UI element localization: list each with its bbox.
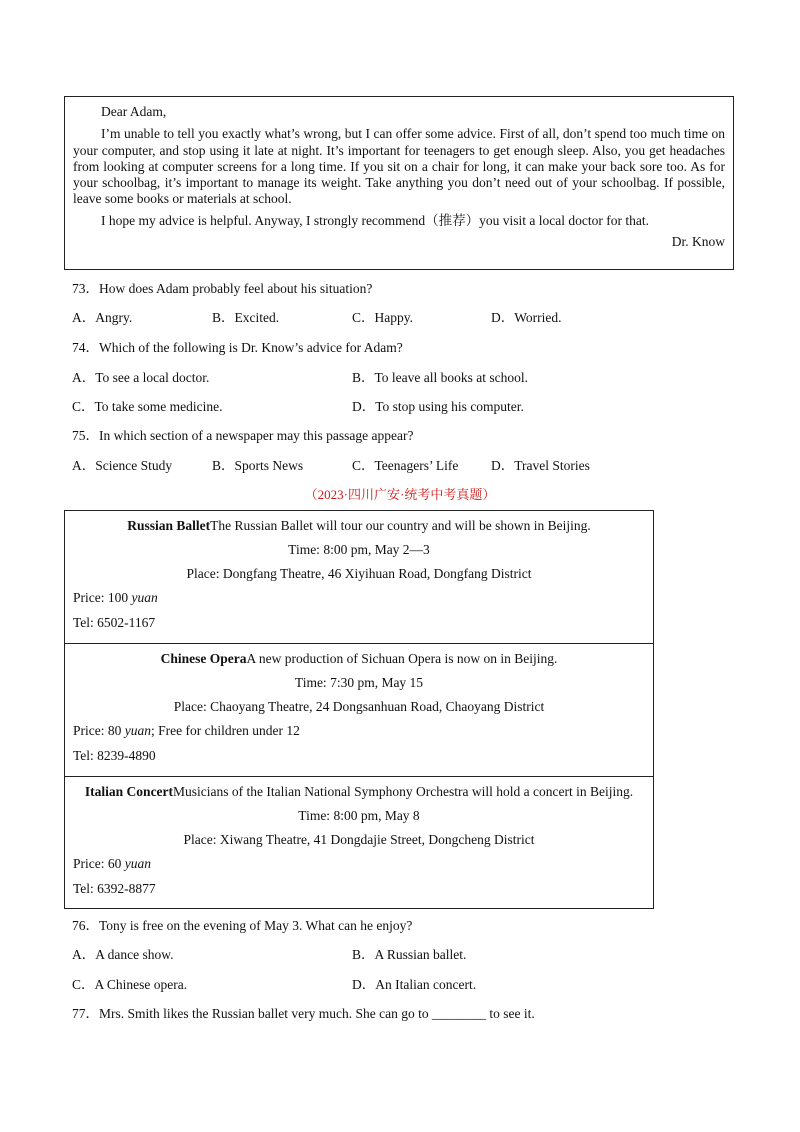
q73-option-b[interactable]: B．Excited.: [212, 310, 280, 325]
ad-time: Time: 7:30 pm, May 15: [294, 675, 424, 690]
q74-option-a[interactable]: A．To see a local doctor.: [72, 370, 210, 385]
question-77-stem: 77．Mrs. Smith likes the Russian ballet very much. She can go to ________ to see it.: [72, 1006, 535, 1021]
ad-italian-concert: [65, 776, 653, 907]
ad-headline: [65, 651, 653, 667]
q73-option-a[interactable]: A．Angry.: [72, 310, 133, 325]
ad-price: [73, 856, 151, 872]
ad-time: Time: 8:00 pm, May 8: [298, 808, 420, 823]
ad-description: The Russian Ballet will tour our country and will be shown in Beijing.: [210, 518, 591, 533]
q74-option-b[interactable]: B．To leave all books at school.: [352, 370, 529, 385]
question-73-stem: 73．How does Adam probably feel about his situation?: [72, 281, 373, 296]
q76-option-b[interactable]: B．A Russian ballet.: [352, 947, 467, 962]
ad-tel: Tel: 6392-8877: [73, 881, 156, 896]
letter-paragraph-1: I’m unable to tell you exactly what’s wrong, but I can offer some advice. First of all, don’t spend too much time on your computer, and stop using it late at night. It’s important for teenagers to get enough sleep. Also, you get headaches from looking at computer screens for a long time. If you sit on a chair for long, it can make your back sore too. As for your schoolbag, it’s important to manage its weight. Take anything you don’t need out of your schoolbag. If possible, leave some books or materials at school.: [73, 126, 725, 207]
question-76-stem: 76．Tony is free on the evening of May 3. What can he enjoy?: [72, 918, 413, 933]
q74-option-d[interactable]: D．To stop using his computer.: [352, 399, 524, 414]
q74-option-c[interactable]: C．To take some medicine.: [72, 399, 223, 414]
q76-option-d[interactable]: D．An Italian concert.: [352, 977, 477, 992]
ad-title: Chinese Opera: [160, 651, 247, 666]
exam-source-label: （2023·四川广安·统考中考真题）: [304, 487, 496, 502]
letter-signature: Dr. Know: [671, 234, 725, 250]
ad-place: Place: Xiwang Theatre, 41 Dongdajie Street, Dongcheng District: [183, 832, 535, 847]
ad-description: Musicians of the Italian National Symphony Orchestra will hold a concert in Beijing.: [173, 784, 634, 799]
ad-price-unit: yuan: [131, 590, 158, 605]
ad-price-extra: ; Free for children under 12: [151, 723, 300, 738]
letter-box: [64, 96, 734, 270]
ad-place: Place: Dongfang Theatre, 46 Xiyihuan Road, Dongfang District: [186, 566, 532, 581]
q76-option-c[interactable]: C．A Chinese opera.: [72, 977, 188, 992]
q75-option-d[interactable]: D．Travel Stories: [491, 458, 590, 473]
ad-description: A new production of Sichuan Opera is now on in Beijing.: [246, 651, 558, 666]
ad-title: Italian Concert: [84, 784, 174, 799]
letter-paragraph-2: I hope my advice is helpful. Anyway, I strongly recommend（推荐）you visit a local doctor for that.: [101, 212, 650, 228]
ad-price-label: Price: 80: [73, 723, 125, 738]
ad-headline: [65, 784, 653, 800]
ad-price-unit: yuan: [124, 856, 151, 871]
ad-chinese-opera: [65, 643, 653, 776]
q73-option-c[interactable]: C．Happy.: [352, 310, 413, 325]
ad-price: [73, 723, 300, 739]
ad-price: [73, 590, 158, 606]
letter-greeting: Dear Adam,: [101, 104, 167, 119]
question-75-stem: 75．In which section of a newspaper may this passage appear?: [72, 428, 414, 443]
q73-option-d[interactable]: D．Worried.: [491, 310, 562, 325]
q75-option-b[interactable]: B．Sports News: [212, 458, 304, 473]
ad-tel: Tel: 6502-1167: [73, 615, 156, 630]
question-74-stem: 74．Which of the following is Dr. Know’s advice for Adam?: [72, 340, 403, 355]
ad-title: Russian Ballet: [127, 518, 211, 533]
ad-price-label: Price: 60: [73, 856, 125, 871]
ad-tel: Tel: 8239-4890: [73, 748, 156, 763]
q76-option-a[interactable]: A．A dance show.: [72, 947, 174, 962]
q75-option-c[interactable]: C．Teenagers’ Life: [352, 458, 459, 473]
q75-option-a[interactable]: A．Science Study: [72, 458, 173, 473]
ad-headline: [65, 518, 653, 534]
ads-table: [64, 510, 654, 909]
ad-price-unit: yuan: [124, 723, 151, 738]
ad-price-label: Price: 100: [73, 590, 132, 605]
ad-time: Time: 8:00 pm, May 2—3: [288, 542, 430, 557]
ad-russian-ballet: [65, 511, 653, 643]
ad-place: Place: Chaoyang Theatre, 24 Dongsanhuan Road, Chaoyang District: [173, 699, 545, 714]
